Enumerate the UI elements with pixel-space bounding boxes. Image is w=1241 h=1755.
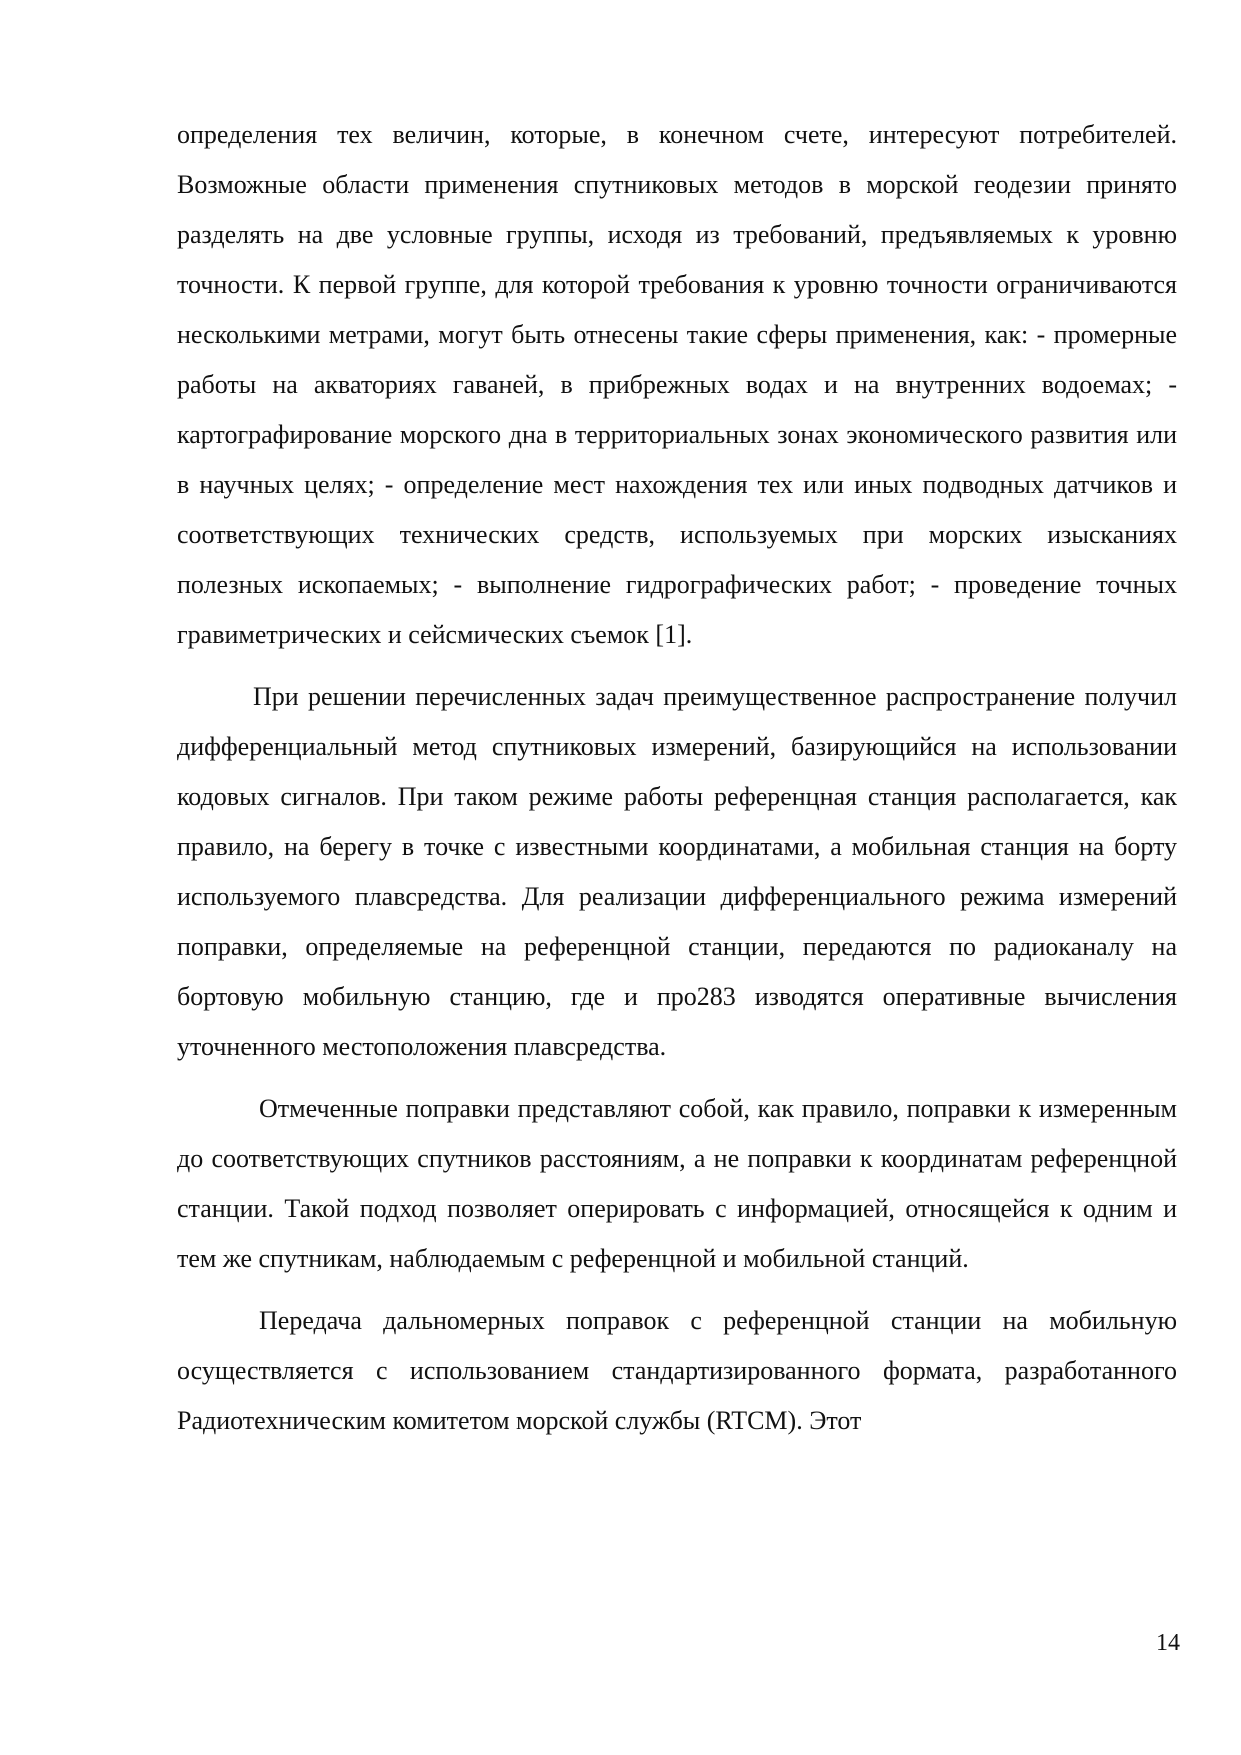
page-number: 14	[1156, 1630, 1180, 1656]
paragraph-2: При решении перечисленных задач преимущественное распространение получил дифференциальный метод спутниковых измерений, базирующийся на использовании кодовых сигналов. При таком режиме работы референцная станция располагается, как правило, на берегу в точке с известными координатами, а мобильная станция на борту используемого плавсредства. Для реализации дифференциального режима измерений поправки, определяемые на референцной станции, передаются по радиоканалу на бортовую мобильную станцию, где и про283 изводятся оперативные вычисления уточненного местоположения плавсредства.	[177, 682, 1177, 1061]
paragraph-4: Передача дальномерных поправок с референцной станции на мобильную осуществляется с использованием стандартизированного формата, разработанного Радиотехническим комитетом морской службы (RTCM). Этот	[177, 1306, 1177, 1435]
body-text	[177, 110, 1177, 1458]
paragraph-1: определения тех величин, которые, в конечном счете, интересуют потребителей. Возможные области применения спутниковых методов в морской геодезии принято разделять на две условные группы, исходя из требований, предъявляемых к уровню точности. К первой группе, для которой требования к уровню точности ограничиваются несколькими метрами, могут быть отнесены такие сферы применения, как: - промерные работы на акваториях гаваней, в прибрежных водах и на внутренних водоемах; - картографирование морского дна в территориальных зонах экономического развития или в научных целях; - определение мест нахождения тех или иных подводных датчиков и соответствующих технических средств, используемых при морских изысканиях полезных ископаемых; - выполнение гидрографических работ; - проведение точных гравиметрических и сейсмических съемок [1].	[177, 120, 1177, 649]
paragraph-3: Отмеченные поправки представляют собой, как правило, поправки к измеренным до соответствующих спутников расстояниям, а не поправки к координатам референцной станции. Такой подход позволяет оперировать с информацией, относящейся к одним и тем же спутникам, наблюдаемым с референцной и мобильной станций.	[177, 1094, 1177, 1273]
